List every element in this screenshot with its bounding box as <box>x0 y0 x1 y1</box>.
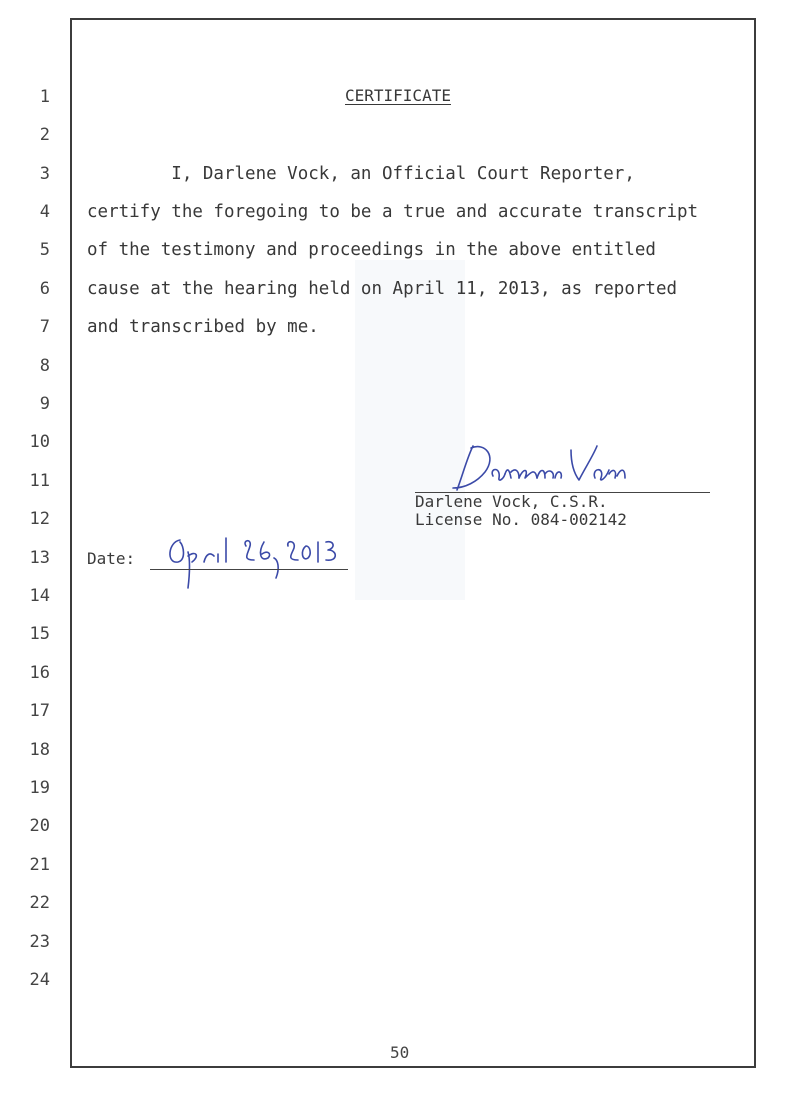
page-number: 50 <box>390 1043 410 1062</box>
line-number: 11 <box>29 471 50 491</box>
line-number: 15 <box>29 624 50 644</box>
date-line <box>150 569 348 570</box>
line-number: 1 <box>39 87 50 107</box>
line-number: 14 <box>29 586 50 606</box>
line-number: 20 <box>29 816 50 836</box>
line-number: 24 <box>29 970 50 990</box>
line-number: 19 <box>29 778 50 798</box>
line-number: 5 <box>39 240 50 260</box>
line-number: 17 <box>29 701 50 721</box>
line-number: 23 <box>29 932 50 952</box>
handwritten-signature <box>445 438 645 498</box>
line-number: 22 <box>29 893 50 913</box>
line-number: 10 <box>29 432 50 452</box>
line-number: 9 <box>39 394 50 414</box>
line-number: 21 <box>29 855 50 875</box>
line-number: 12 <box>29 509 50 529</box>
body-line: I, Darlene Vock, an Official Court Reporter, <box>87 164 635 184</box>
signer-name: Darlene Vock, C.S.R. <box>415 492 608 511</box>
body-line: of the testimony and proceedings in the above entitled <box>87 240 656 260</box>
line-number: 16 <box>29 663 50 683</box>
line-number: 6 <box>39 279 50 299</box>
handwritten-date <box>150 528 350 590</box>
page-title: CERTIFICATE <box>345 86 451 105</box>
line-number: 8 <box>39 356 50 376</box>
line-number-column <box>0 0 70 1116</box>
line-number: 2 <box>39 125 50 145</box>
body-line: cause at the hearing held on April 11, 2013, as reported <box>87 279 678 299</box>
line-number: 3 <box>39 164 50 184</box>
body-line: certify the foregoing to be a true and accurate transcript <box>87 202 699 222</box>
line-number: 18 <box>29 740 50 760</box>
line-number: 7 <box>39 317 50 337</box>
line-number: 13 <box>29 548 50 568</box>
line-number: 4 <box>39 202 50 222</box>
body-line: and transcribed by me. <box>87 317 319 337</box>
date-label: Date: <box>87 549 136 568</box>
license-number: License No. 084-002142 <box>415 510 627 529</box>
